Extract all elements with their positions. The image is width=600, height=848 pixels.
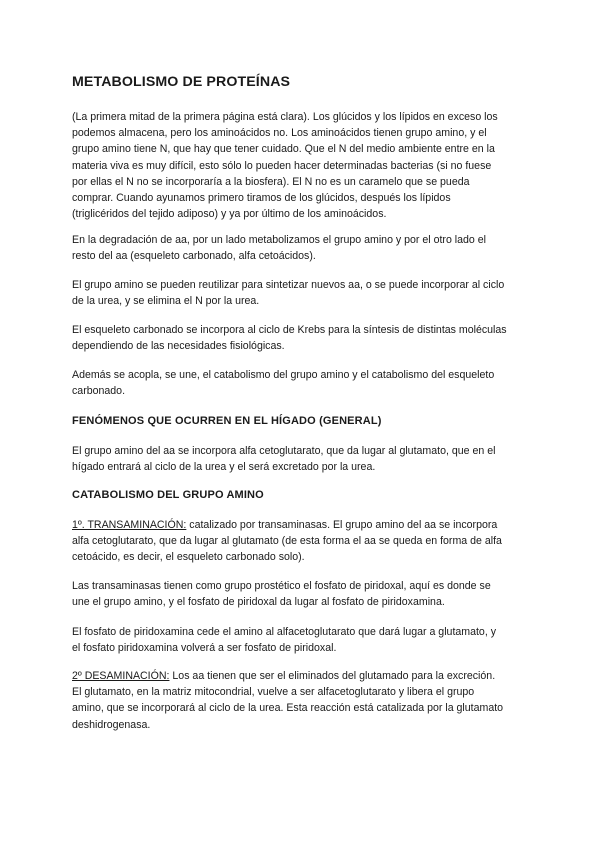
- section-heading-amino-catabolism: CATABOLISMO DEL GRUPO AMINO: [72, 489, 264, 501]
- deamination-paragraph: [72, 668, 532, 733]
- transaminases-paragraph: [72, 578, 532, 610]
- intro-paragraph: [72, 109, 532, 222]
- text-line: por ellas el N no se incorporaría a la biosfera). El N no es un caramelo que se pueda: [72, 175, 470, 188]
- text-line: amino, que se incorporará al ciclo de la urea. Esta reacción está catalizada por la glutamato: [72, 702, 504, 715]
- carbon-skeleton-paragraph: [72, 322, 532, 354]
- text-line: El esqueleto carbonado se incorpora al ciclo de Krebs para la síntesis de distintas moléculas: [72, 324, 507, 336]
- text-line: En la degradación de aa, por un lado metabolizamos el grupo amino y por el otro lado el: [72, 234, 487, 246]
- pyridoxamine-paragraph: [72, 624, 532, 656]
- text-line: cetoácido, es decir, el esqueleto carbonado solo).: [72, 551, 305, 564]
- text-line: (La primera mitad de la primera página está clara). Los glúcidos y los lípidos en exceso los: [72, 111, 498, 123]
- transamination-paragraph: [72, 517, 532, 566]
- text-line: hígado entrará al ciclo de la urea y el será excretado por la urea.: [72, 461, 376, 474]
- coupling-paragraph: [72, 367, 532, 399]
- text-line: Además se acopla, se une, el catabolismo del grupo amino y el catabolismo del esqueleto: [72, 369, 495, 381]
- amino-group-paragraph: [72, 277, 532, 309]
- text-line: Las transaminasas tienen como grupo prostético el fosfato de piridoxal, aquí es donde se: [72, 580, 491, 592]
- text-line: El glutamato, en la matriz mitocondrial, vuelve a ser alfacetoglutarato y libera el grupo: [72, 686, 475, 699]
- liver-paragraph: [72, 443, 532, 475]
- text-line: el fosfato piridoxamina volverá a ser fosfato de piridoxal.: [72, 642, 337, 655]
- document-title: METABOLISMO DE PROTEÍNAS: [72, 74, 291, 90]
- transamination-lead: 1º. TRANSAMINACIÓN:: [72, 519, 187, 531]
- section-heading-liver: FENÓMENOS QUE OCURREN EN EL HÍGADO (GENERAL): [72, 415, 382, 427]
- text-line: resto del aa (esqueleto carbonado, alfa cetoácidos).: [72, 250, 316, 263]
- text-line: El grupo amino del aa se incorpora alfa cetoglutarato, que da lugar al glutamato, que en el: [72, 445, 496, 457]
- text-line: comprar. Cuando ayunamos primero tiramos de los glúcidos, después los lípidos: [72, 192, 451, 205]
- text-line: alfa cetoglutarato, que da lugar al glutamato (de esta forma el aa se queda en forma de alfa: [72, 535, 502, 548]
- text-line: El fosfato de piridoxamina cede el amino al alfacetoglutarato que dará lugar a glutamato, y: [72, 626, 497, 638]
- text-fragment: Los aa tienen que ser el eliminados del glutamado para la excreción.: [169, 670, 496, 682]
- text-line: grupo amino tiene N, que hay que tener cuidado. Que el N del medio ambiente entre en la: [72, 143, 495, 156]
- text-line: deshidrogenasa.: [72, 718, 151, 731]
- text-line: dependiendo de las necesidades fisiológicas.: [72, 340, 285, 353]
- text-line: materia viva es muy difícil, esto sólo lo pueden hacer determinadas bacterias (si no fuese: [72, 159, 492, 172]
- text-line: une el grupo amino, y el fosfato de piridoxal da lugar al fosfato de piridoxamina.: [72, 596, 445, 609]
- text-line: El grupo amino se pueden reutilizar para sintetizar nuevos aa, o se puede incorporar al ciclo: [72, 279, 505, 291]
- text-line: (triglicéridos del tejido adiposo) y ya por último de los aminoácidos.: [72, 208, 387, 221]
- text-line: carbonado.: [72, 385, 126, 398]
- text-line: [72, 668, 532, 684]
- deamination-lead: 2º DESAMINACIÓN:: [72, 670, 170, 682]
- degradation-paragraph: [72, 232, 532, 264]
- text-line: [72, 517, 532, 533]
- text-line: podemos almacena, pero los aminoácidos no. Los aminoácidos tienen grupo amino, y el: [72, 127, 487, 140]
- text-line: de la urea, y se elimina el N por la urea.: [72, 295, 260, 308]
- text-fragment: catalizado por transaminasas. El grupo amino del aa se incorpora: [186, 519, 498, 531]
